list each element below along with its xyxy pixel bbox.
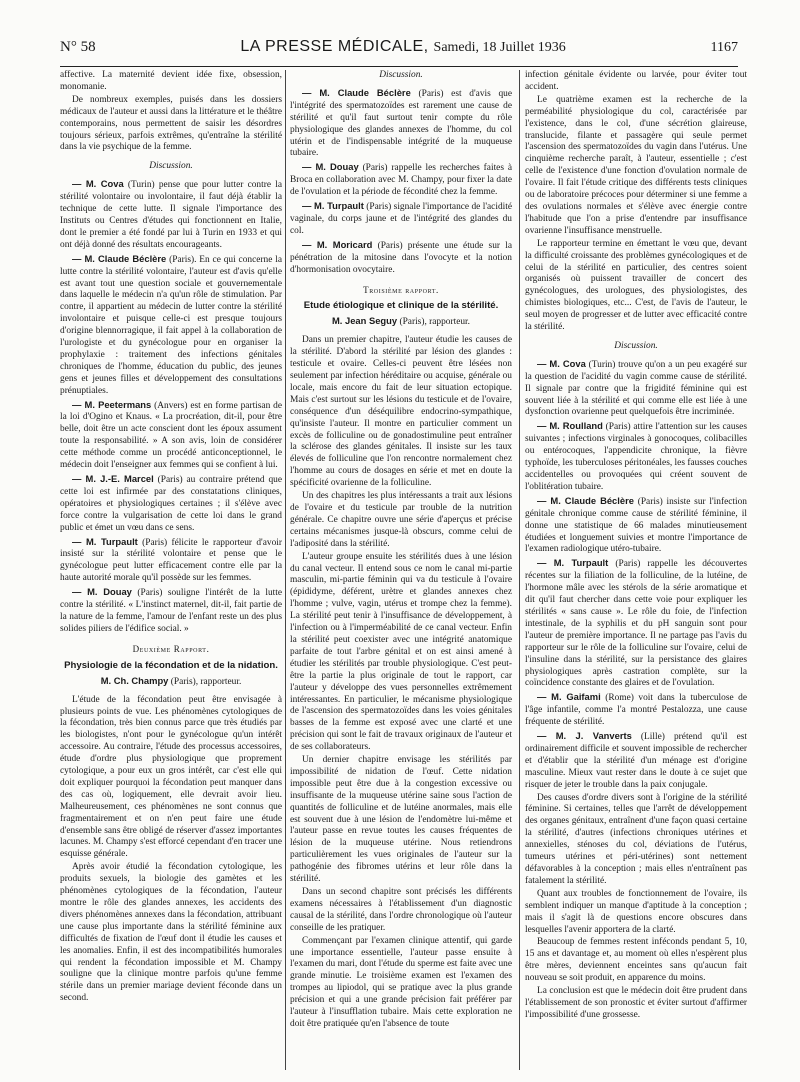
discussion-entry [290, 161, 512, 199]
column-rule-2 [519, 70, 520, 1070]
speaker-name: — M. Turpault [302, 200, 364, 212]
discussion-entry [60, 473, 282, 535]
column-1 [60, 70, 282, 1075]
rapporteur-role: (Paris), rapporteur. [170, 676, 242, 687]
speaker-name: — M. Turpault [537, 557, 609, 569]
speaker-name: — M. Cova [72, 178, 124, 190]
speaker-name: — M. J.-E. Marcel [72, 473, 154, 484]
discussion-entry [290, 200, 512, 238]
discussion-entry [60, 536, 282, 586]
entry-text: (Paris) attire l'attention sur les causes suivantes ; infections virginales à gonocoques, colibacilles ou entérocoques, l'appendicite chronique, la fièvre typhoïde, les tuberculoses péritonéales, les fausses couches accidentelles ou provoquées qui créent souvent de l'oblitération tubaire. [525, 422, 747, 492]
entry-text: (Turin) trouve qu'on a un peu exagéré sur la question de l'acidité du vagin comme cause de stérilité. Il signale par contre que la frigidité féminine qui est souvent liée à la stérilité et qui comme elle est liée à une dysfonction ovarienne peut quelquefois être incriminée. [525, 359, 747, 418]
entry-text: (Lille) prétend qu'il est ordinairement difficile et souvent impossible de rechercher et d'établir que la stérilité d'un ménage est d'origine masculine. Mieux vaut rester dans le doute à ce sujet que risquer de jeter le trouble dans la paix conjugale. [525, 732, 747, 790]
discussion-entry [525, 730, 747, 792]
paragraph: Après avoir étudié la fécondation cytologique, les produits sexuels, la biologie des gamètes et les phénomènes cytologiques de la fécondation, l'auteur montre le rôle des glandes annexes, les accidents des divers phénomènes annexes dans la fécondation, attribuant une cause plus importante dans la stérilité féminine aux difficultés de fixation de l'œuf dont il étudie les causes et les anomalies. Enfin, il est des incompatibilités humorales qui rendent la fécondation impossible et M. Champy souligne que la clinique montre parfois qu'une femme stérile dans un premier mariage devient féconde dans un second. [60, 862, 282, 1004]
discussion-entry [525, 420, 747, 493]
paragraph: L'étude de la fécondation peut être envisagée à plusieurs points de vue. Les phénomènes cytologiques de la fécondation, très bien connus parce que très étudiés par les biologistes, n'ont pour le gynécologue qu'un intérêt accessoire. Au contraire, l'étude des processus accessoires, étude d'ordre plus physiologique que proprement cytologique, a pour eux un gros intérêt, car c'est elle qui doit expliquer pourquoi la fécondation peut manquer dans des cas où, logiquement, elle devrait avoir lieu. Malheureusement, ces phénomènes ne sont connus que fragmentairement et on n'en peut faire une étude d'ensemble sans être obligé de réserver d'assez importantes lacunes. M. Champy s'est efforcé cependant d'en tracer une esquisse générale. [60, 694, 282, 860]
discussion-entry [290, 239, 512, 277]
paragraph: Le quatrième examen est la recherche de la perméabilité physiologique du col, caractérisée par l'existence, dans le col, d'une sécrétion glaireuse, translucide, filante et passagère qui seule permet l'ascension des spermatozoïdes du vagin dans l'utérus. Une cinquième recherche paraît, à l'auteur, essentielle ; c'est celle de l'existence d'une fonction d'ovulation normale de l'ovaire. Il fait l'étude critique des différents tests cliniques ou de laboratoire précoces pour déterminer si une femme a des ovulations normales et s'élève avec énergie contre l'habitude que l'on a prise d'entendre par insuffisance ovarienne l'insuffisance menstruelle. [525, 94, 747, 236]
entry-text: (Rome) voit dans la tuberculose de l'âge infantile, comme l'a montré Pestalozza, une cause fréquente de stérilité. [525, 693, 747, 728]
entry-text: (Paris) au contraire prétend que cette loi est infirmée par des constatations cliniques, opératoires et physiologiques certaines ; il s'élève avec force contre la vulgarisation de cette loi dans le grand public et émet un vœu dans ce sens. [60, 475, 282, 533]
speaker-name: — M. Claude Béclère [537, 494, 634, 506]
discussion-entry [525, 557, 747, 690]
rapporteur-name: M. Jean Seguy [331, 315, 398, 327]
speaker-name: — M. J. Vanverts [537, 730, 632, 742]
entry-text: (Anvers) est en forme partisan de la loi d'Ogino et Knaus. « La procréation, dit-il, pour être belle, doit être un acte conscient dont les époux assument toute la responsabilité. » A son avis, loin de considérer cette méthode comme un procédé anticonceptionnel, le médecin doit l'enseigner aux femmes qui se confient à lui. [60, 400, 282, 471]
entry-text: (Paris). En ce qui concerne la lutte contre la stérilité volontaire, l'auteur est d'avis qu'elle est avant tout une question sociale et gouvernementale dans laquelle le médecin n'a qu'un rôle de stimulation. Par contre, il appartient au médecin de lutter contre la stérilité involontaire et puisque celle-ci est presque toujours d'origine blennorragique, il fait appel à la collaboration de l'urologiste et du gynécologue pour en organiser la prophylaxie : traitement des infections génitales chroniques de l'homme, éducation du public, des jeunes gens et jeunes filles et développement des consultations prénuptiales. [60, 254, 282, 396]
paragraph: La conclusion est que le médecin doit être prudent dans l'établissement de son pronostic et éviter surtout d'affirmer l'impossibilité d'une grossesse. [525, 986, 747, 1020]
section-title: Etude étiologique et clinique de la stérilité. [303, 300, 499, 312]
discussion-heading: Discussion. [379, 70, 423, 80]
entry-text: (Paris) souligne l'intérêt de la lutte contre la stérilité. « L'instinct maternel, dit-il, fait partie de la nature de la femme, l'amour de l'enfant reste un des plus solides piliers de l'édifice social. » [60, 588, 282, 634]
discussion-entry [290, 87, 512, 160]
report-label: Troisième rapport. [363, 284, 439, 295]
discussion-heading: Discussion. [614, 340, 658, 351]
discussion-entry [525, 495, 747, 557]
entry-text: (Paris) signale l'importance de l'acidité vaginale, du corps jaune et de l'intégrité des glandes du col. [290, 202, 512, 236]
paragraph: Un dernier chapitre envisage les stérilités par impossibilité de nidation de l'œuf. Cette nidation impossible peut être due à la congestion excessive ou insuffisante de la muqueuse utérine saine sous l'action de quantités de folliculine et de lutéine anormales, mais elle est souvent due à une lésion de l'endomètre lui-même et l'auteur passe en revue toutes les causes fréquentes de lésion de la muqueuse utérine. Nous retiendrons particulièrement les vues originales de l'auteur sur la pathogénie des fibromes utérins et leur rôle dans la stérilité. [290, 755, 512, 885]
speaker-name: — M. Peetermans [72, 398, 152, 410]
discussion-heading: Discussion. [149, 161, 193, 172]
entry-text: (Paris) insiste sur l'infection génitale chronique comme cause de stérilité féminine, il donne une statistique de 66 malades minutieusement étudiées et longuement suivies et montre l'importance de l'examen radiologique utéro-tubaire. [525, 496, 747, 555]
paragraph: infection génitale évidente ou larvée, pour éviter tout accident. [525, 70, 747, 92]
entry-text: (Paris) rappelle les recherches faites à Broca en collaboration avec M. Champy, pour fixer la date de l'ovulation et la période de fécondité chez la femme. [290, 163, 512, 198]
speaker-name: — M. Roulland [537, 420, 603, 432]
rapporteur-line [60, 675, 282, 689]
journal-name: LA PRESSE MÉDICALE, [240, 38, 429, 55]
column-rule-1 [285, 70, 286, 1070]
rapporteur-line [290, 315, 512, 329]
entry-text: (Turin) pense que pour lutter contre la stérilité volontaire ou involontaire, il faut déjà établir la technique de cette lutte. Il signale l'importance des Instituts ou Centres d'études qui fonctionnent en Italie, dont le premier a été fondé par lui à Turin en 1933 et qui ont déjà donné des résultats encourageants. [60, 180, 282, 250]
paragraph: De nombreux exemples, puisés dans les dossiers médicaux de l'auteur et aussi dans la littérature et le théâtre contemporains, nous permettent de saisir les désordres toujours sérieux, parfois extrêmes, qu'entraîne la stérilité dans la vie psychique de la femme. [60, 94, 282, 153]
speaker-name: — M. Moricard [302, 238, 373, 250]
paragraph: Dans un second chapitre sont précisés les différents examens nécessaires à l'établissement d'un diagnostic causal de la stérilité, dans l'ordre chronologique où l'auteur conseille de les pratiquer. [290, 887, 512, 933]
rapporteur-role: (Paris), rapporteur. [399, 317, 471, 328]
paragraph: affective. La maternité devient idée fixe, obsession, monomanie. [60, 70, 282, 92]
discussion-entry [60, 586, 282, 636]
page-header [60, 38, 738, 67]
discussion-entry [525, 691, 747, 729]
paragraph: Des causes d'ordre divers sont à l'origine de la stérilité féminine. Si certaines, telles que l'arrêt de développement des organes génitaux, entraînent d'une façon quasi certaine la stérilité, d'autres (infections chroniques utérines et annexielles, sténoses du col, déviations de l'utérus, tumeurs utérines et péri-utérines) sont nettement défavorables à la conception ; mais elles n'entraînent pas fatalement la stérilité. [525, 792, 747, 886]
page-number: 1167 [710, 40, 738, 55]
paragraph: Beaucoup de femmes restent inféconds pendant 5, 10, 15 ans et davantage et, au moment où elles n'espèrent plus être mères, deviennent enceintes sans qu'aucun fait nouveau se soit produit, en apparence du moins. [525, 937, 747, 984]
discussion-entry [60, 178, 282, 251]
paragraph: Dans un premier chapitre, l'auteur étudie les causes de la stérilité. D'abord la stérilité par lésion des glandes : testicule et ovaire. Celles-ci peuvent être lésées non seulement par infection héréditaire ou acquise, générale ou locale, mais encore du fait de leur situation ectopique. Mais c'est surtout sur les lésions du testicule et de l'ovaire, conséquence d'un déséquilibre endocrino-sympathique, qu'insiste l'auteur. Il montre en particulier comment un excès de folliculine ou de gonadostimuline peut entraîner la sclérose des glandes génitales. Il insiste sur les taux élevés de folliculine que l'on rencontre normalement chez l'homme au cours de dosages en série et met en doute la spécificité ovarienne de la folliculine. [290, 335, 512, 489]
column-3 [525, 70, 747, 1075]
discussion-entry [525, 358, 747, 420]
issue-number: N° 58 [60, 39, 96, 55]
speaker-name: — M. Turpault [72, 535, 138, 547]
discussion-entry [60, 399, 282, 472]
entry-text: (Paris) rappelle les découvertes récentes sur la filiation de la folliculine, de la lutéine, de l'hormone mâle avec les stérols de la série aromatique et dit qu'il faut chercher dans cette voie pour expliquer les stérilités « sans cause ». Le rôle du foie, de l'infection intestinale, de la syphilis et du pH sanguin sont pour l'auteur de première importance. Il ne partage pas l'avis du rapporteur sur le rôle de la folliculine sur l'ovaire, celui de l'insuline dans la stérilité, sur la persistance des glaires physiologiques après castration complète, sur la coïncidence constante des glaires et de l'ovulation. [525, 559, 747, 689]
speaker-name: — M. Cova [537, 357, 586, 369]
report-label: Deuxième Rapport. [132, 643, 210, 654]
entry-text: (Paris) félicite le rapporteur d'avoir insisté sur la stérilité volontaire et pense que le gynécologue peut lutter efficacement contre elle par la haute autorité morale qu'il possède sur les femmes. [60, 537, 282, 584]
speaker-name: — M. Douay [302, 161, 359, 173]
speaker-name: — M. Gaifami [537, 691, 601, 703]
paragraph: Quant aux troubles de fonctionnement de l'ovaire, ils semblent indiquer un manque d'aptitude à la conception ; mais il s'agit là de questions encore obscures dans lesquelles l'avenir apportera de la clarté. [525, 888, 747, 935]
discussion-entry [60, 253, 282, 398]
speaker-name: — M. Claude Béclère [302, 86, 411, 98]
paragraph: L'auteur groupe ensuite les stérilités dues à une lésion du canal vecteur. Il entend sous ce nom le canal mi-partie masculin, mi-partie féminin qui va du testicule à l'ovaire (épididyme, déférent, urètre et glandes annexes chez l'homme ; vulve, vagin, utérus et trompe chez la femme). La stérilité peut tenir à l'insuffisance de développement, à l'infection ou à l'imperméabilité de ce canal vecteur. Enfin la stérilité peut coexister avec une intégrité anatomique parfaite de tout l'arbre génital et on est ainsi amené à étudier les stérilités par trouble physiologique. C'est peut-être la partie la plus originale de tout le rapport, car l'auteur y développe des vues personnelles extrêmement intéressantes. En particulier, le mécanisme physiologique de l'ascension des spermatozoïdes dans les voies génitales basses de la femme est exposé avec une clarté et une précision qui sont le fait de travaux originaux de l'auteur et de ses collaborateurs. [290, 551, 512, 753]
journal-title [240, 38, 565, 56]
speaker-name: — M. Douay [72, 586, 132, 598]
section-title: Physiologie de la fécondation et de la nidation. [64, 659, 278, 671]
speaker-name: — M. Claude Béclère [72, 252, 167, 264]
issue-date: Samedi, 18 Juillet 1936 [433, 40, 566, 55]
paragraph: Le rapporteur termine en émettant le vœu que, devant la difficulté croissante des problèmes gynécologiques et de celui de la stérilité en particulier, des centres soient organisés où puissent travailler de concert des gynécologues, des urologues, des physiologistes, des chimistes biologiques, etc... C'est, de l'avis de l'auteur, le seul moyen de progresser et de lutter avec efficacité contre la stérilité. [525, 238, 747, 333]
paragraph: Commençant par l'examen clinique attentif, qui garde une importance essentielle, l'auteur passe ensuite à l'examen du mari, dont l'étude du sperme est faite avec une grande minutie. Le troisième examen est l'examen des trompes au lipiodol, qui se pratique avec la plus grande précision et qui a une grande précision fait préférer par l'auteur à l'insufflation tubaire. Mais cette exploration ne doit être pratiquée qu'en l'absence de toute [290, 935, 512, 1029]
paragraph: Un des chapitres les plus intéressants a trait aux lésions de l'ovaire et du testicule par trouble de la nutrition générale. Ce chapitre ouvre une série d'aperçus et précise certains mécanismes jusque-là obscurs, comme celui de l'adiposité dans la stérilité. [290, 491, 512, 549]
column-2 [290, 70, 512, 1075]
entry-text: (Paris) présente une étude sur la pénétration de la mitosine dans l'ovocyte et la notion d'hormonisation ovocytaire. [290, 240, 512, 275]
rapporteur-name: M. Ch. Champy [100, 674, 169, 686]
entry-text: (Paris) est d'avis que l'intégrité des spermatozoïdes est rarement une cause de stérilité et qu'il faut surtout tenir compte du rôle physiologique des glandes annexes de l'homme, du col utérin et de l'indispensable intégrité de la muqueuse tubaire. [290, 88, 512, 159]
